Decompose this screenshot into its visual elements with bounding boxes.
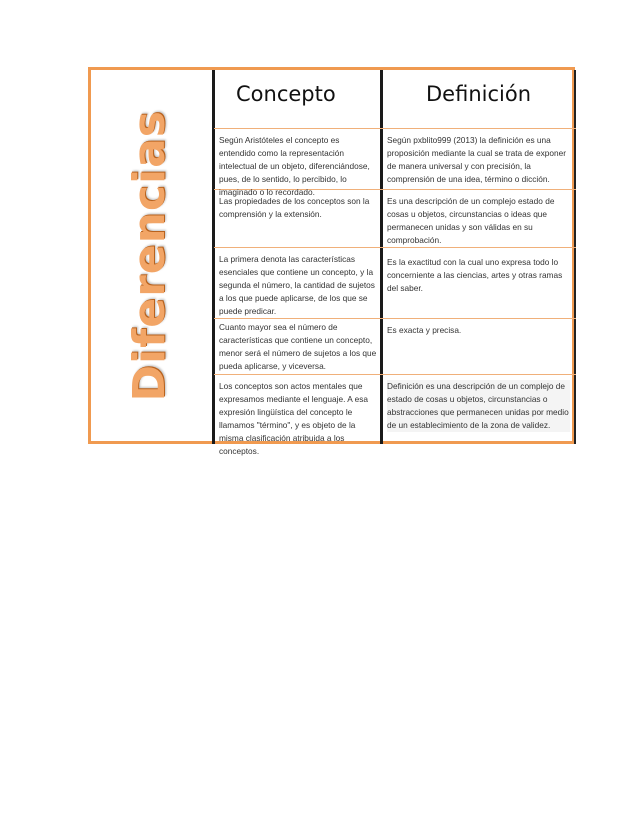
row4-concepto: Cuanto mayor sea el número de características que contiene un concepto, menor será el número de sujetos a los que pueda aplicarse, y viceversa. [219,322,377,371]
side-title: Diferencias [124,109,175,402]
row1-concepto: Según Aristóteles el concepto es entendido como la representación intelectual de un objeto, diferenciándose, pues, de lo sentido, lo percibido, lo imaginado o lo recordado. [219,135,370,197]
row3-concepto: La primera denota las características esenciales que contiene un concepto, y la segunda el número, la cantidad de sujetos a los que puede aplicarse, de los que se puede predicar. [219,254,375,316]
column-divider-right [574,70,576,444]
row5-concepto: Los conceptos son actos mentales que expresamos mediante el lenguaje. A esa expresión lingüística del concepto le llamamos "término", y es objeto de la misma clasificación atribuida a los conceptos. [219,381,368,456]
row-divider [214,318,576,319]
header-definicion: Definición [426,82,531,106]
row3-definicion: Es la exactitud con la cual uno expresa todo lo concerniente a las ciencias, artes y otras ramas del saber. [387,257,563,293]
header-concepto: Concepto [236,82,336,106]
row-divider [214,247,576,248]
row2-definicion: Es una descripción de un complejo estado de cosas u objetos, circunstancias o ideas que permanecen unidas y son válidas en su comprobación. [387,196,555,245]
row-divider [214,374,576,375]
side-banner [91,70,208,441]
row2-concepto: Las propiedades de los conceptos son la comprensión y la extensión. [219,196,370,219]
column-divider-left [212,70,215,444]
row-divider [214,128,576,129]
row1-definicion: Según pxblito999 (2013) la definición es una proposición mediante la cual se trata de exponer de manera universal y con precisión, la comprensión de una idea, término o dicción. [387,135,566,184]
row5-definicion: Definición es una descripción de un complejo de estado de cosas u objetos, circunstancias o abstracciones que permanecen unidas por medio de un establecimiento de la zona de validez. [387,381,569,430]
differences-table [88,67,575,456]
column-divider-middle [380,70,383,444]
row4-definicion: Es exacta y precisa. [387,325,462,335]
